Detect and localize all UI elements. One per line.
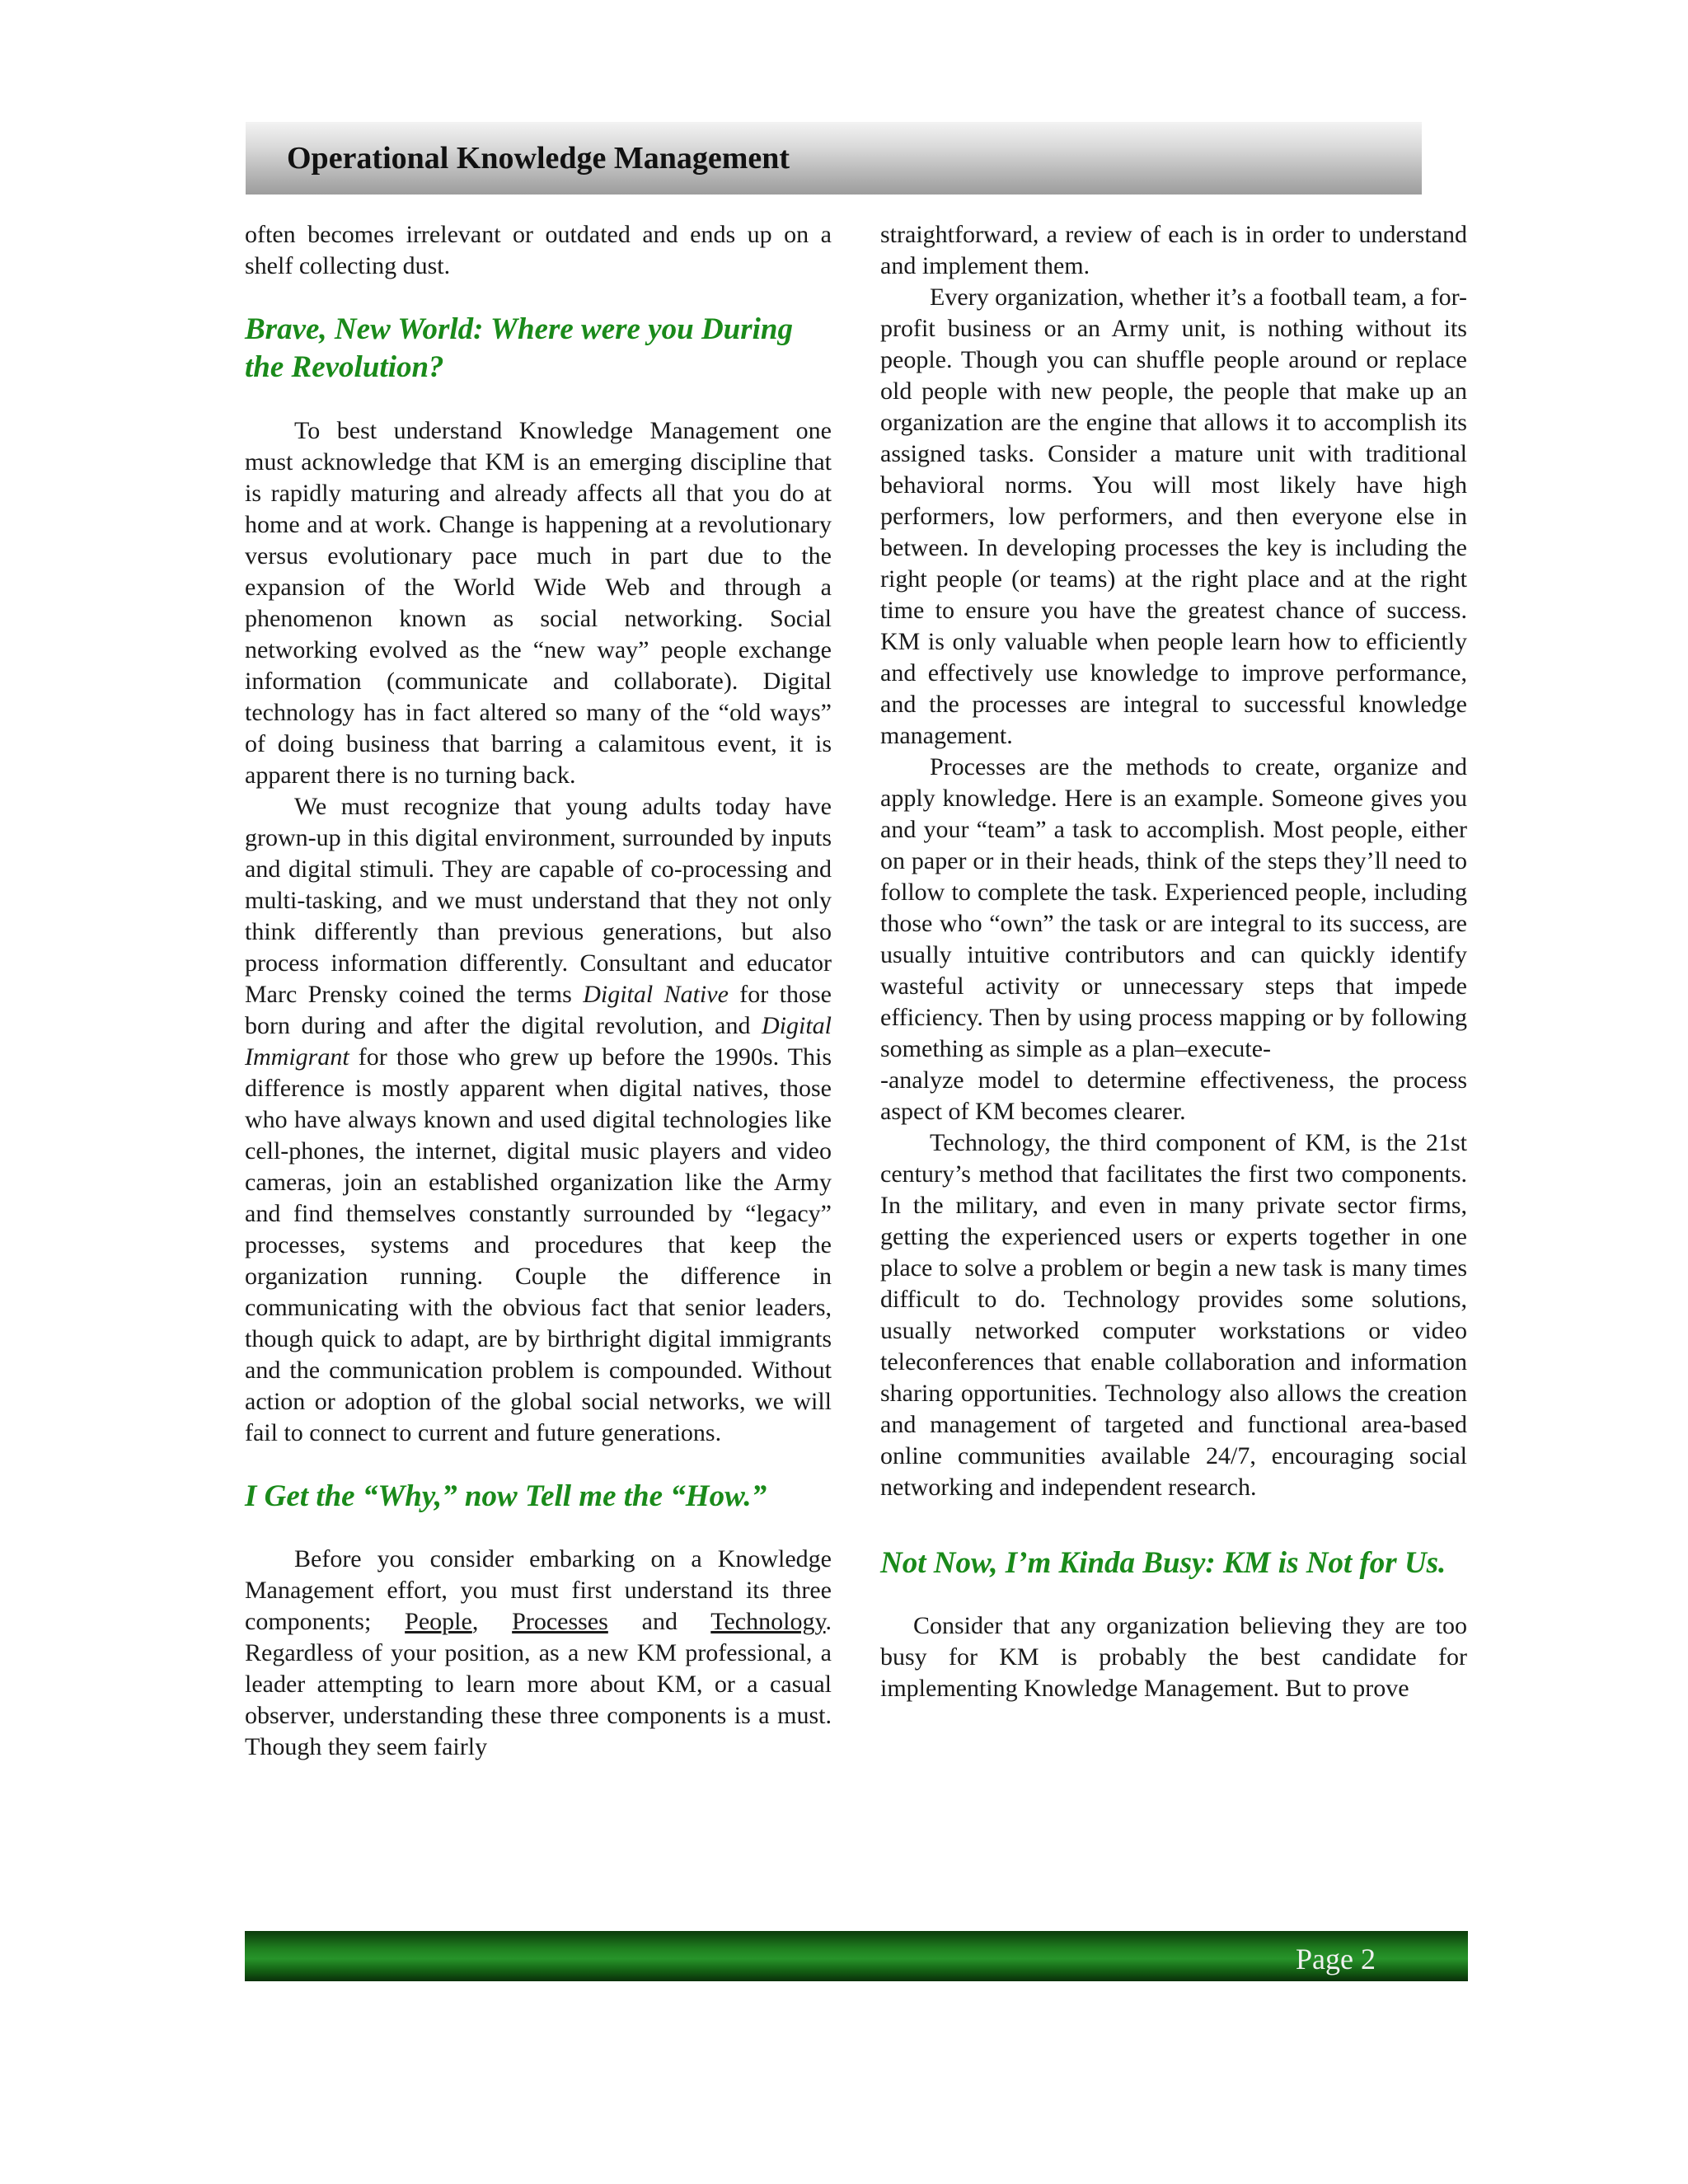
right-column [880,219,1467,1704]
page-number: Page 2 [1296,1943,1376,1975]
term-digital-immigrant: Digital Immigrant [245,1012,832,1071]
paragraph: Before you consider embarking on a Knowledge Management effort, you must first understand its three components; People, Processes and Technology. Regardless of your position, as a new KM professional, a leader attempting to learn more about KM, or a casual observer, understanding these three components is a must. Though they seem fairly [245,1545,832,1760]
section-heading: Brave, New World: Where were you During the Revolution? [245,312,794,384]
paragraph: Consider that any organization believing they are too busy for KM is probably the best candidate for implementing Knowledge Management. But to prove [880,1612,1467,1702]
paragraph: Processes are the methods to create, organize and apply knowledge. Here is an example. Someone gives you and your “team” a task to accomplish. Most people, either on paper or in their heads, think of the steps they’ll need to follow to complete the task. Experienced people, including those who “own” the task or are integral to its success, are usually intuitive contributors and can quickly identify wasteful activity or unnecessary steps that impede efficiency. Then by using process mapping or by following something as simple as a plan–execute- [880,753,1467,1062]
section-heading: Not Now, I’m Kinda Busy: KM is Not for Us. [880,1546,1447,1580]
paragraph: straightforward, a review of each is in order to understand and implement them. [880,221,1467,279]
section-heading: I Get the “Why,” now Tell me the “How.” [245,1479,767,1513]
page-header-bar [246,122,1422,194]
paragraph: Technology, the third component of KM, is the 21st century’s method that facilitates the first two components. In the military, and even in many private sector firms, getting the experienced users or experts together in one place to solve a problem or begin a new task is many times difficult to do. Technology provides some solutions, usually networked computer workstations or video teleconferences that enable collaboration and information sharing opportunities. Technology also allows the creation and management of targeted and functional area-based online communities available 24/7, encouraging social networking and independent research. [880,1129,1467,1501]
term-processes: Processes [512,1608,608,1635]
term-people: People [405,1608,472,1635]
left-column [245,219,832,1763]
paragraph: Every organization, whether it’s a football team, a for-profit business or an Army unit, is nothing without its people. Though you can shuffle people around or replace old people with new people, the people that make up an organization are the engine that allows it to accomplish its assigned tasks. Consider a mature unit with traditional behavioral norms. You will most likely have high performers, low performers, and then everyone else in between. In developing processes the key is including the right people (or teams) at the right place and at the right time to ensure you have the greatest chance of success. KM is only valuable when people learn how to efficiently and effectively use knowledge to improve performance, and the processes are integral to successful knowledge management. [880,284,1467,749]
paragraph: We must recognize that young adults today have grown-up in this digital environment, surrounded by inputs and digital stimuli. They are capable of co-processing and multi-tasking, and we must understand that they not only think differently than previous generations, but also process information differently. Consultant and educator Marc Prensky coined the terms Digital Native for those born during and after the digital revolution, and Digital Immigrant for those who grew up before the 1990s. This difference is mostly apparent when digital natives, those who have always known and used digital technologies like cell-phones, the internet, digital music players and video cameras, join an established organization like the Army and find themselves constantly surrounded by “legacy” processes, systems and procedures that keep the organization running. Couple the difference in communicating with the obvious fact that senior leaders, though quick to adapt, are by birthright digital immigrants and the communication problem is compounded. Without action or adoption of the global social networks, we will fail to connect to current and future generations. [245,793,832,1446]
paragraph: often becomes irrelevant or outdated and ends up on a shelf collecting dust. [245,221,832,279]
term-technology: Technology [710,1608,826,1635]
page-header-title: Operational Knowledge Management [287,141,790,176]
paragraph: -analyze model to determine effectiveness, the process aspect of KM becomes clearer. [880,1066,1467,1125]
page-footer-bar [245,1931,1468,1981]
term-digital-native: Digital Native [583,981,729,1008]
paragraph: To best understand Knowledge Management one must acknowledge that KM is an emerging discipline that is rapidly maturing and already affects all that you do at home and at work. Change is happening at a revolutionary versus evolutionary pace much in part due to the expansion of the World Wide Web and through a phenomenon known as social networking. Social networking evolved as the “new way” people exchange information (communicate and collaborate). Digital technology has in fact altered so many of the “old ways” of doing business that barring a calamitous event, it is apparent there is no turning back. [245,417,832,789]
